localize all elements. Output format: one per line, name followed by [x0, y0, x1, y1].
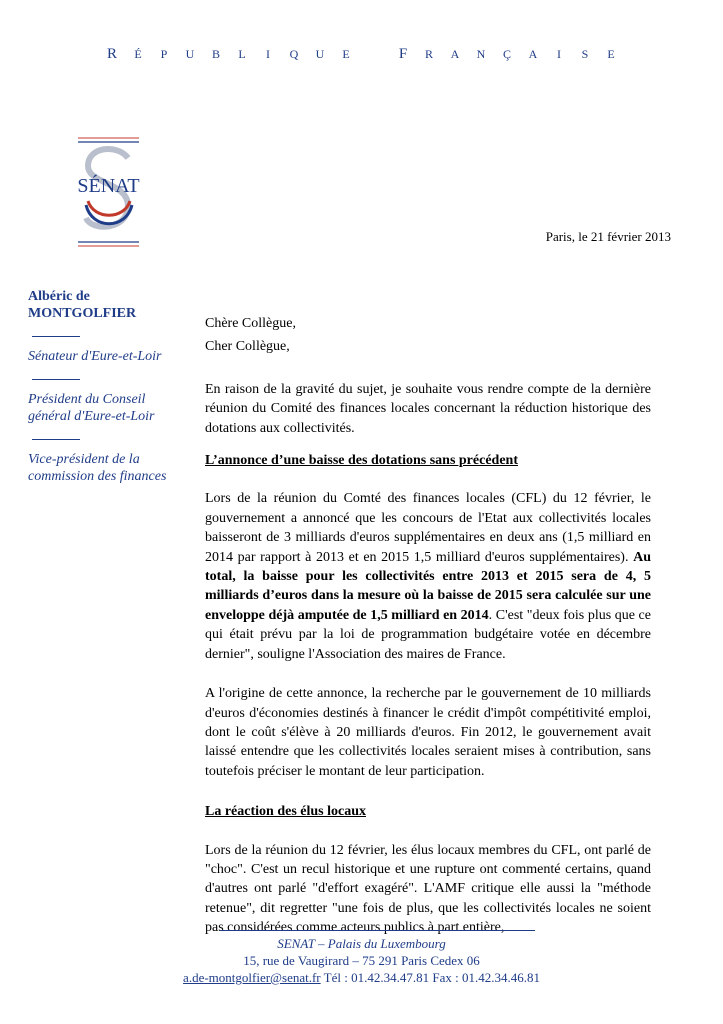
senat-logo	[66, 136, 151, 248]
footer-phone-fax: Tél : 01.42.34.47.81 Fax : 01.42.34.46.81	[320, 970, 540, 985]
sidebar-divider	[32, 336, 80, 337]
header-letter: F	[398, 46, 408, 62]
header-letter: B	[211, 47, 220, 61]
sidebar-divider	[32, 379, 80, 380]
header-letter: Ç	[502, 47, 511, 61]
header-letter: É	[134, 47, 142, 61]
paragraph-origin: A l'origine de cette annonce, la recherche par le gouvernement de 10 milliards d'euros d'économies destinés à financer le crédit d'impôt compétitivité emploi, dont le coût s'élève à 20 milliards d'euros. Fin 2012, le gouvernement avait laissé entendre que les collectivités locales seraient mises à contribution, sans toutefois préciser le montant de leur participation.	[205, 686, 651, 779]
header-letter: R	[424, 47, 433, 61]
sender-role-senator: Sénateur d'Eure-et-Loir	[28, 349, 162, 364]
letter-body	[205, 314, 651, 938]
paragraph-announcement	[205, 489, 651, 664]
salutation-female: Chère Collègue,	[205, 316, 296, 331]
sender-sidebar	[28, 288, 186, 485]
header-word-republique	[99, 46, 359, 63]
sender-name-line1: Albéric de	[28, 289, 90, 304]
paragraph-announcement-start: Lors de la réunion du Comté des finances locales (CFL) du 12 février, le gouvernement a annoncé que les concours de l'Etat aux collectivités locales baisseront de 3 milliards d'euros supplémentaires en deux ans (1,5 milliard en 2014 par rapport à 2013 et en 2015 1,5 milliard d'euros supplémentaires).	[205, 491, 651, 565]
sender-role-president: Président du Conseil général d'Eure-et-Loir	[28, 392, 155, 424]
letter-footer	[0, 930, 723, 986]
section-heading-reaction: La réaction des élus locaux	[205, 804, 366, 820]
footer-email-link[interactable]: a.de-montgolfier@senat.fr	[183, 970, 321, 985]
letter-date: Paris, le 21 février 2013	[545, 229, 671, 244]
header-letter: I	[266, 47, 270, 61]
intro-paragraph: En raison de la gravité du sujet, je souhaite vous rendre compte de la dernière réunion du Comité des finances locales concernant la réduction historique des dotations aux collectivités.	[205, 381, 651, 436]
sender-role-vice-president: Vice-président de la commission des finances	[28, 452, 167, 484]
republique-francaise-header	[0, 46, 723, 63]
header-letter: E	[342, 47, 350, 61]
section-heading-announcement: L’annonce d’une baisse des dotations sans précédent	[205, 453, 518, 469]
header-letter: L	[238, 47, 246, 61]
salutation-male: Cher Collègue,	[205, 339, 290, 355]
header-letter: U	[315, 47, 325, 61]
sidebar-divider	[32, 439, 80, 440]
paragraph-reaction: Lors de la réunion du 12 février, les élus locaux membres du CFL, ont parlé de "choc". C'est un recul historique et une rupture ont commenté certains, quand d'autres ont parlé "d'effort exagéré". L'AMF critique elle aussi la "méthode retenue", dit regretter "une fois de plus, que les collectivités locales ne soient pas considérées comme acteurs publics à part entière,	[205, 842, 651, 936]
header-letter: S	[581, 47, 589, 61]
header-word-francaise	[390, 46, 624, 63]
paragraph-announcement-end: . C'est "deux fois plus que ce qui était prévu par la loi de programmation budgétaire votée en décembre dernier", souligne l'Association des maires de France.	[205, 607, 651, 662]
footer-address-title: SENAT – Palais du Luxembourg	[277, 936, 446, 951]
header-letter: R	[106, 46, 117, 62]
header-letter: A	[450, 47, 460, 61]
header-letter: I	[557, 47, 561, 61]
header-letter: U	[185, 47, 195, 61]
header-letter: E	[607, 47, 615, 61]
logo-wordmark: SÉNAT	[77, 175, 140, 197]
header-letter: P	[160, 47, 168, 61]
header-letter: A	[528, 47, 538, 61]
sender-name-line2: MONTGOLFIER	[28, 306, 137, 321]
header-letter: Q	[289, 47, 299, 61]
footer-contact	[0, 969, 723, 986]
header-letter: N	[476, 47, 486, 61]
footer-street-address: 15, rue de Vaugirard – 75 291 Paris Cedex 06	[243, 953, 480, 968]
paragraph-announcement-bold: Au total, la baisse pour les collectivités entre 2013 et 2015 sera de 4, 5 milliards d’euros dans la mesure où la baisse de 2015 sera calculée sur une enveloppe déjà amputée de 1,5 milliard en 2014	[205, 549, 651, 623]
